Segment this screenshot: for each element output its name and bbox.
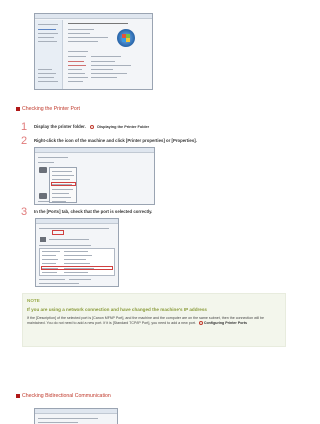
displaying-printer-folder-link[interactable]: Displaying the Printer Folder (97, 125, 150, 129)
port-list (39, 248, 115, 276)
section-title: Checking the Printer Port (22, 106, 80, 112)
section-header-printer-port (16, 105, 80, 113)
printer-folder-screenshot (34, 147, 155, 205)
step-number: 1 (21, 121, 28, 133)
circle-arrow-icon (90, 125, 94, 129)
bidirectional-screenshot (34, 408, 118, 424)
note-body (27, 316, 281, 326)
note-text: If the [Description] of the selected port is [Canon MFNP Port], and the machine and the computer are on the same subnet, then the connection will be maintained. You do not need to add a new port. If it is [Standard TCP/IP Port], you need to add a new port. (27, 316, 265, 326)
section-header-bidirectional (16, 392, 111, 400)
step-instruction: Display the printer folder. (34, 124, 86, 129)
windows-logo-icon (117, 29, 135, 47)
step-number: 2 (21, 135, 28, 147)
printer-icon (39, 193, 47, 199)
step-text (34, 124, 149, 130)
step-text: Right-click the icon of the machine and click [Printer properties] or [Properties]. (34, 138, 197, 143)
section-title: Checking Bidirectional Communication (22, 393, 111, 399)
ports-tab-screenshot (35, 218, 119, 287)
step-number: 3 (21, 206, 28, 218)
note-label: NOTE (27, 298, 40, 303)
system-window-screenshot (34, 13, 153, 90)
square-bullet-icon (16, 107, 20, 111)
circle-arrow-icon (199, 321, 203, 325)
note-heading: If you are using a network connection and have changed the machine's IP address (27, 307, 207, 312)
configuring-printer-ports-link[interactable]: Configuring Printer Ports (203, 321, 248, 326)
printer-icon (39, 167, 47, 173)
step-text: In the [Ports] tab, check that the port is selected correctly. (34, 209, 153, 214)
square-bullet-icon (16, 394, 20, 398)
context-menu (49, 167, 77, 203)
printer-icon (40, 237, 46, 242)
